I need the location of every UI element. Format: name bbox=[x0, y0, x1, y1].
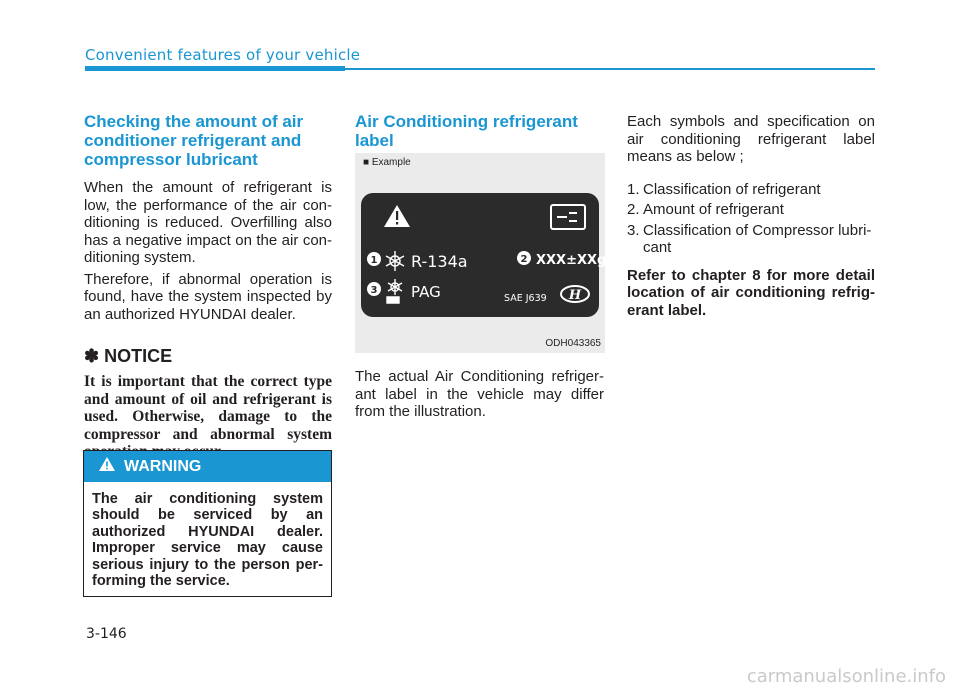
refrigerant-label-figure bbox=[355, 153, 605, 353]
marker-2: 2 bbox=[520, 254, 528, 265]
svg-text:H: H bbox=[568, 288, 582, 303]
column-left bbox=[84, 112, 332, 461]
paragraph-inspect: Therefore, if abnormal operation is found, have the system inspected by an authorized HYUNDAI dealer. bbox=[84, 270, 332, 323]
list-item: 3. Classification of Compressor lubri-cant bbox=[627, 221, 872, 256]
header-accent-bar bbox=[85, 66, 345, 71]
notice-body: It is important that the correct type and amount of oil and refrigerant is used. Otherwise, damage to the compressor and abnormal system bbox=[84, 373, 332, 443]
section-title: Convenient features of your vehicle bbox=[85, 46, 361, 64]
column-middle-text bbox=[355, 368, 604, 421]
refrigerant-label-illustration bbox=[361, 193, 607, 317]
notice-title: ✽ NOTICE bbox=[84, 346, 173, 366]
marker-1: 1 bbox=[370, 255, 378, 266]
column-right bbox=[627, 113, 875, 319]
column-middle bbox=[355, 112, 603, 150]
header-rule bbox=[345, 68, 875, 70]
section-heading-label: Air Conditioning refrigerant label bbox=[355, 112, 578, 150]
paragraph-low-refrigerant: When the amount of refrigerant is low, the performance of the air con-ditioning is reduced. Overfilling also has a negative impact on the air con-ditioning system. bbox=[84, 179, 332, 266]
warning-triangle-icon bbox=[98, 456, 116, 477]
watermark: carmanualsonline.info bbox=[746, 666, 946, 687]
refrigerant-type: R-134a bbox=[411, 252, 468, 271]
page-number: 3-146 bbox=[86, 626, 127, 642]
refrigerant-amount: XXX±XXg bbox=[536, 253, 607, 268]
list-item: 2. Amount of refrigerant bbox=[627, 201, 784, 218]
warning-title: WARNING bbox=[124, 457, 202, 475]
section-heading-checking: Checking the amount of air conditioner refrigerant and compressor lubricant bbox=[84, 112, 304, 169]
list-item: 1. Classification of refrigerant bbox=[627, 180, 821, 198]
warning-header bbox=[84, 451, 331, 482]
sae-standard: SAE J639 bbox=[504, 293, 547, 304]
figure-code: ODH043365 bbox=[545, 338, 601, 349]
reference-note: Refer to chapter 8 for more detail location of air conditioning refrig-erant label. bbox=[627, 266, 875, 319]
figure-caption: ■ Example bbox=[363, 157, 411, 168]
paragraph-symbols-intro: Each symbols and specification on air conditioning refrigerant label means as below ; bbox=[627, 113, 875, 165]
warning-body: The air conditioning system should be serviced by an authorized HYUNDAI dealer. Improper service may cause serious injury to the person per-forming the service. bbox=[92, 491, 323, 590]
lubricant-type: PAG bbox=[411, 283, 441, 301]
paragraph-label-differ: The actual Air Conditioning refriger-ant label in the vehicle may differ from the illustration. bbox=[355, 368, 604, 420]
warning-box bbox=[83, 450, 332, 597]
marker-3: 3 bbox=[370, 285, 378, 296]
